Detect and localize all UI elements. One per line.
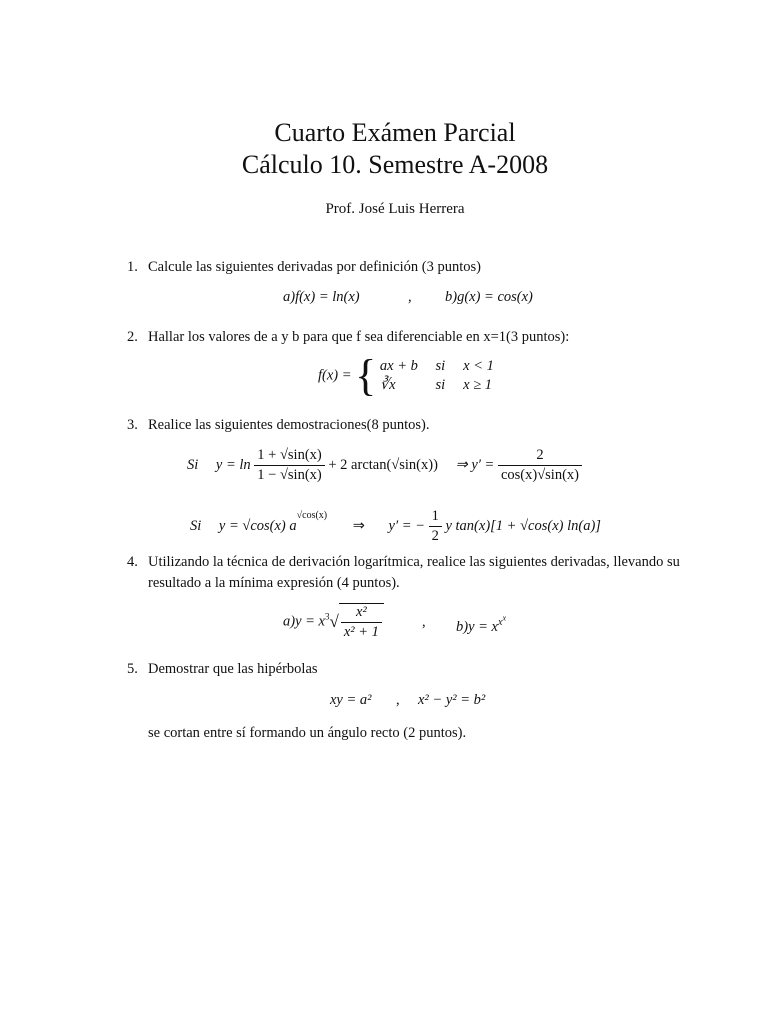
problem-number: 2. — [127, 329, 138, 345]
case1-cond: x < 1 — [463, 358, 494, 374]
p4-sep: , — [422, 614, 426, 630]
denominator: cos(x)√sin(x) — [500, 467, 579, 483]
p1-expr-a: a)f(x) = ln(x) — [283, 289, 360, 305]
p3-si-2: Si — [190, 518, 202, 534]
exam-title: Cuarto Exámen Parcial — [274, 118, 516, 147]
p5-eq-b: x² − y² = b² — [418, 692, 486, 708]
p5-sep: , — [396, 692, 400, 708]
case1-expr: ax + b — [379, 358, 418, 374]
numerator: 1 + √sin(x) — [254, 447, 324, 466]
radical-sign: √ — [329, 612, 339, 631]
exam-subtitle: Cálculo 10. Semestre A-2008 — [241, 150, 549, 179]
problem-number: 1. — [127, 259, 138, 275]
p4-b-exp: xx — [498, 614, 507, 629]
p5-conclusion: se cortan entre sí formando un ángulo recto (2 puntos). — [148, 725, 467, 741]
p3-eq2-exponent: √cos(x) — [296, 509, 328, 521]
p3-eq2-arrow: ⇒ — [352, 518, 365, 534]
p2-piecewise — [318, 351, 494, 400]
p1-sep: , — [408, 289, 412, 305]
p3-eq1-lhs: y = ln — [215, 457, 251, 473]
p3-eq2-rhs1: y′ = − — [388, 518, 425, 534]
p3-eq1 — [187, 447, 582, 484]
numerator: 2 — [498, 447, 582, 466]
problem-text: Utilizando la técnica de derivación logarítmica, realice las siguientes derivadas, llevando su resultado a la mínima expresión (4 puntos). — [148, 554, 680, 591]
denominator: 1 − √sin(x) — [257, 467, 322, 483]
p4-expr-b — [456, 614, 506, 636]
p3-eq1-fraction — [254, 447, 324, 484]
p3-eq2-half — [429, 508, 442, 545]
problem-number: 4. — [127, 554, 138, 570]
p3-eq2 — [190, 508, 601, 545]
problem-number: 5. — [127, 661, 138, 677]
problem-text: Demostrar que las hipérbolas — [148, 661, 318, 677]
case2-expr: ∛x — [379, 377, 396, 393]
case1-si: si — [435, 358, 446, 374]
numerator: 1 — [429, 508, 442, 527]
denominator: 2 — [431, 528, 439, 544]
p3-si-1: Si — [187, 457, 199, 473]
left-brace: { — [355, 351, 377, 400]
case2-cond: x ≥ 1 — [463, 377, 493, 393]
p3-eq2-lhs: y = √cos(x) a — [218, 518, 297, 534]
problem-text: Calcule las siguientes derivadas por definición (3 puntos) — [148, 259, 482, 275]
case2-si: si — [435, 377, 446, 393]
problem-text: Hallar los valores de a y b para que f sea diferenciable en x=1(3 puntos): — [148, 329, 570, 345]
p3-eq1-rest: + 2 arctan(√sin(x)) — [328, 457, 438, 473]
p5-eq-a: xy = a² — [330, 692, 372, 708]
p3-eq1-arrow: ⇒ y′ = — [455, 457, 495, 473]
p4-root-index: 3 — [325, 611, 330, 622]
problem-number: 3. — [127, 417, 138, 433]
p1-expr-b: b)g(x) = cos(x) — [445, 289, 533, 305]
problem-text: Realice las siguientes demostraciones(8 puntos). — [148, 417, 430, 433]
p4-a-lhs: a)y = x — [283, 613, 325, 630]
author: Prof. José Luis Herrera — [325, 201, 465, 217]
p4-b-exp2: x — [502, 614, 507, 623]
p2-lhs: f(x) = — [318, 367, 352, 384]
cases — [380, 357, 494, 395]
p3-eq2-rhs2: y tan(x)[1 + √cos(x) ln(a)] — [445, 518, 601, 534]
p4-expr-a — [283, 603, 384, 641]
p4-a-fraction — [341, 604, 382, 641]
numerator: x² — [341, 604, 382, 623]
p4-radicand — [339, 603, 384, 641]
p4-b-base: b)y = x — [456, 619, 498, 636]
denominator: x² + 1 — [343, 624, 379, 640]
p3-eq1-result — [498, 447, 582, 484]
